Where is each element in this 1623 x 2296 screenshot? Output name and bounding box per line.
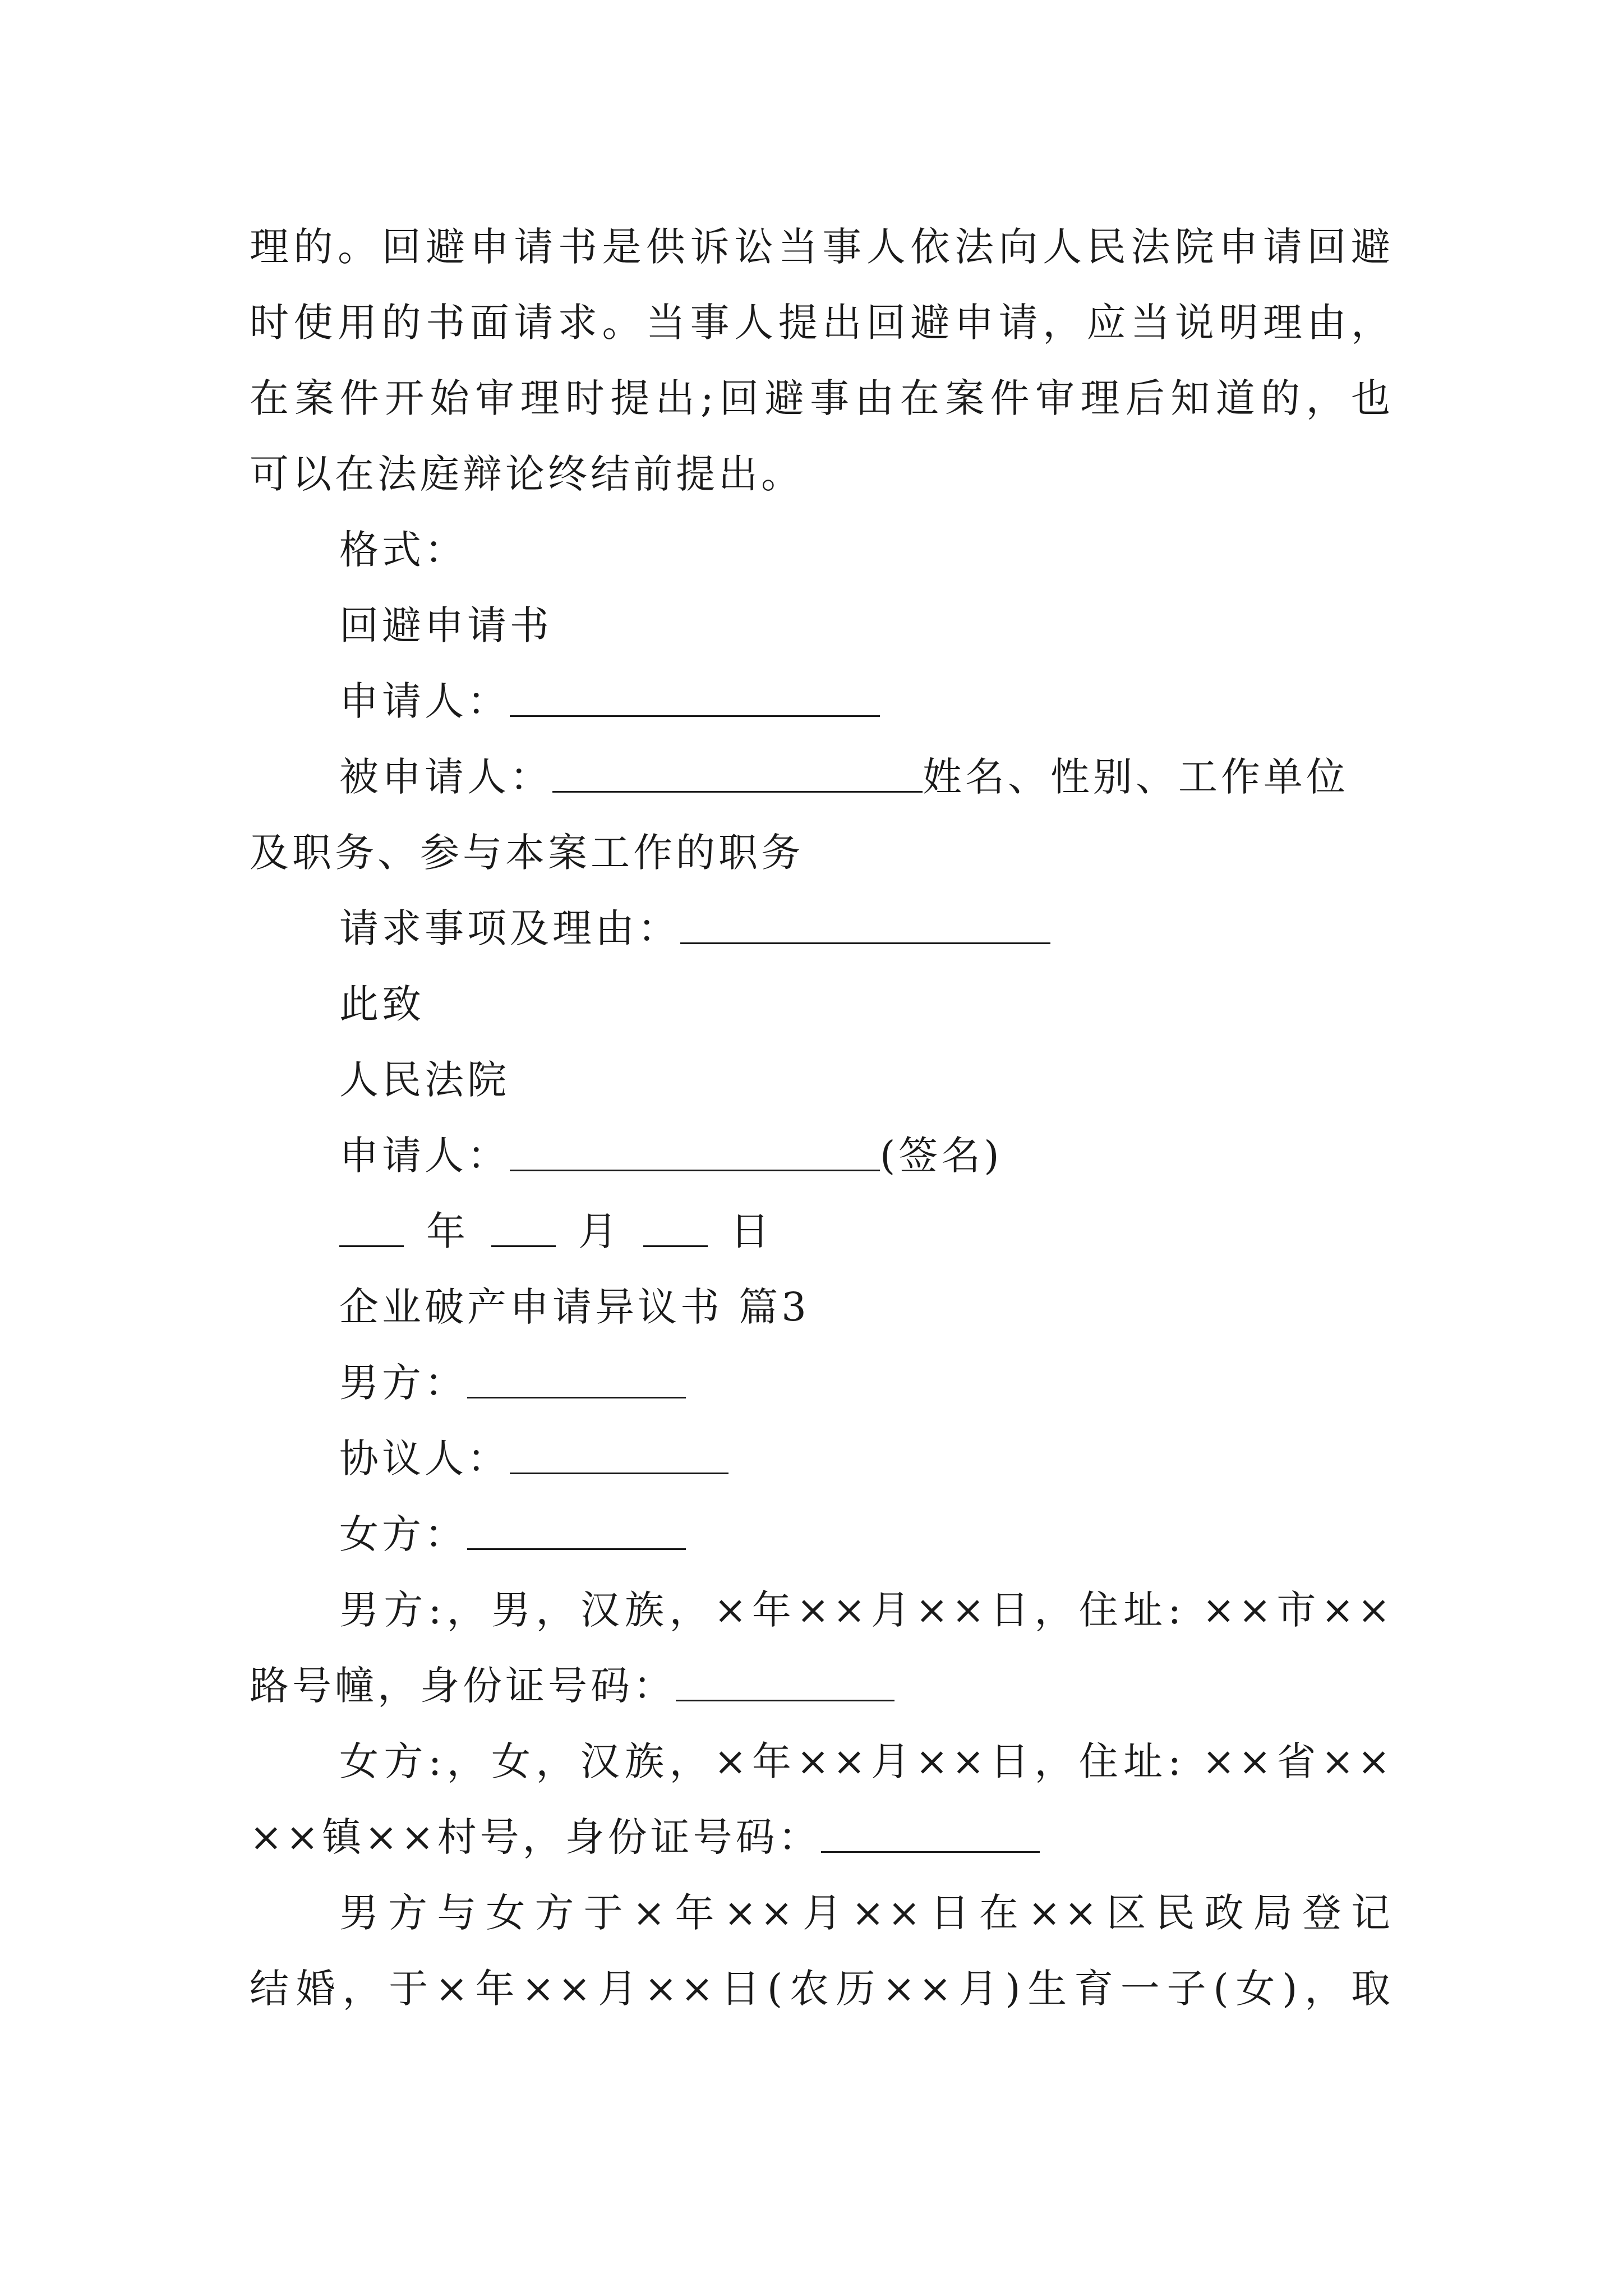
date-line — [339, 1203, 1394, 1259]
female-info-line-1: 女方:，女，汉族，×年××月××日，住址: ××省×× — [339, 1738, 1394, 1784]
male-blank — [467, 1364, 686, 1398]
male-line — [339, 1355, 1394, 1411]
greeting: 此致 — [339, 981, 425, 1027]
section-title: 企业破产申请异议书 篇3 — [339, 1284, 810, 1330]
agreement-line — [339, 1430, 1394, 1487]
female-info-line-2 — [250, 1809, 1394, 1865]
respondent-line — [339, 749, 1394, 805]
male-label: 男方： — [339, 1360, 467, 1406]
female-label: 女方： — [339, 1511, 467, 1557]
male-info-line-1: 男方:，男，汉族，×年××月××日，住址: ××市×× — [339, 1587, 1394, 1633]
form-title: 回避申请书 — [339, 602, 552, 648]
signature-suffix: (签名) — [880, 1133, 1003, 1179]
marriage-line-1: 男方与女方于×年××月××日在××区民政局登记 — [339, 1890, 1394, 1936]
court-name: 人民法院 — [339, 1057, 510, 1103]
day-blank — [643, 1213, 708, 1247]
applicant-blank — [510, 683, 880, 717]
request-line — [339, 900, 1394, 956]
format-label: 格式： — [339, 527, 467, 573]
body-text-line-3: 在案件开始审理时提出;回避事由在案件审理后知道的，也 — [250, 375, 1394, 421]
body-text-line-1: 理的。回避申请书是供诉讼当事人依法向人民法院申请回避 — [250, 224, 1394, 270]
agreement-blank — [510, 1440, 728, 1474]
applicant-line — [339, 673, 1394, 729]
female-id-blank — [821, 1819, 1040, 1853]
signature-blank — [510, 1137, 880, 1171]
respondent-blank — [552, 758, 923, 793]
respondent-suffix: 姓名、性别、工作单位 — [923, 754, 1349, 800]
year-label: 年 — [426, 1208, 469, 1254]
male-info-line-2 — [250, 1658, 1394, 1714]
marriage-line-2: 结婚，于×年××月××日(农历××月)生育一子(女)，取 — [250, 1966, 1394, 2012]
request-label: 请求事项及理由： — [339, 905, 680, 951]
female-id-label: ××镇××村号，身份证号码： — [250, 1814, 821, 1860]
respondent-label: 被申请人： — [339, 754, 552, 800]
agreement-label: 协议人： — [339, 1435, 510, 1481]
month-blank — [491, 1213, 556, 1247]
female-blank — [467, 1516, 686, 1550]
male-id-label: 路号幢，身份证号码： — [250, 1663, 676, 1709]
year-blank — [339, 1213, 404, 1247]
month-label: 月 — [578, 1208, 621, 1254]
male-id-blank — [676, 1667, 895, 1701]
body-text-line-2: 时使用的书面请求。当事人提出回避申请，应当说明理由， — [250, 300, 1394, 346]
respondent-continuation: 及职务、参与本案工作的职务 — [250, 830, 804, 876]
signature-line — [339, 1128, 1394, 1184]
signature-label: 申请人： — [339, 1133, 510, 1179]
day-label: 日 — [730, 1208, 773, 1254]
applicant-label: 申请人： — [339, 678, 510, 724]
request-blank — [680, 910, 1050, 944]
female-line — [339, 1506, 1394, 1562]
body-text-line-4: 可以在法庭辩论终结前提出。 — [250, 451, 804, 497]
